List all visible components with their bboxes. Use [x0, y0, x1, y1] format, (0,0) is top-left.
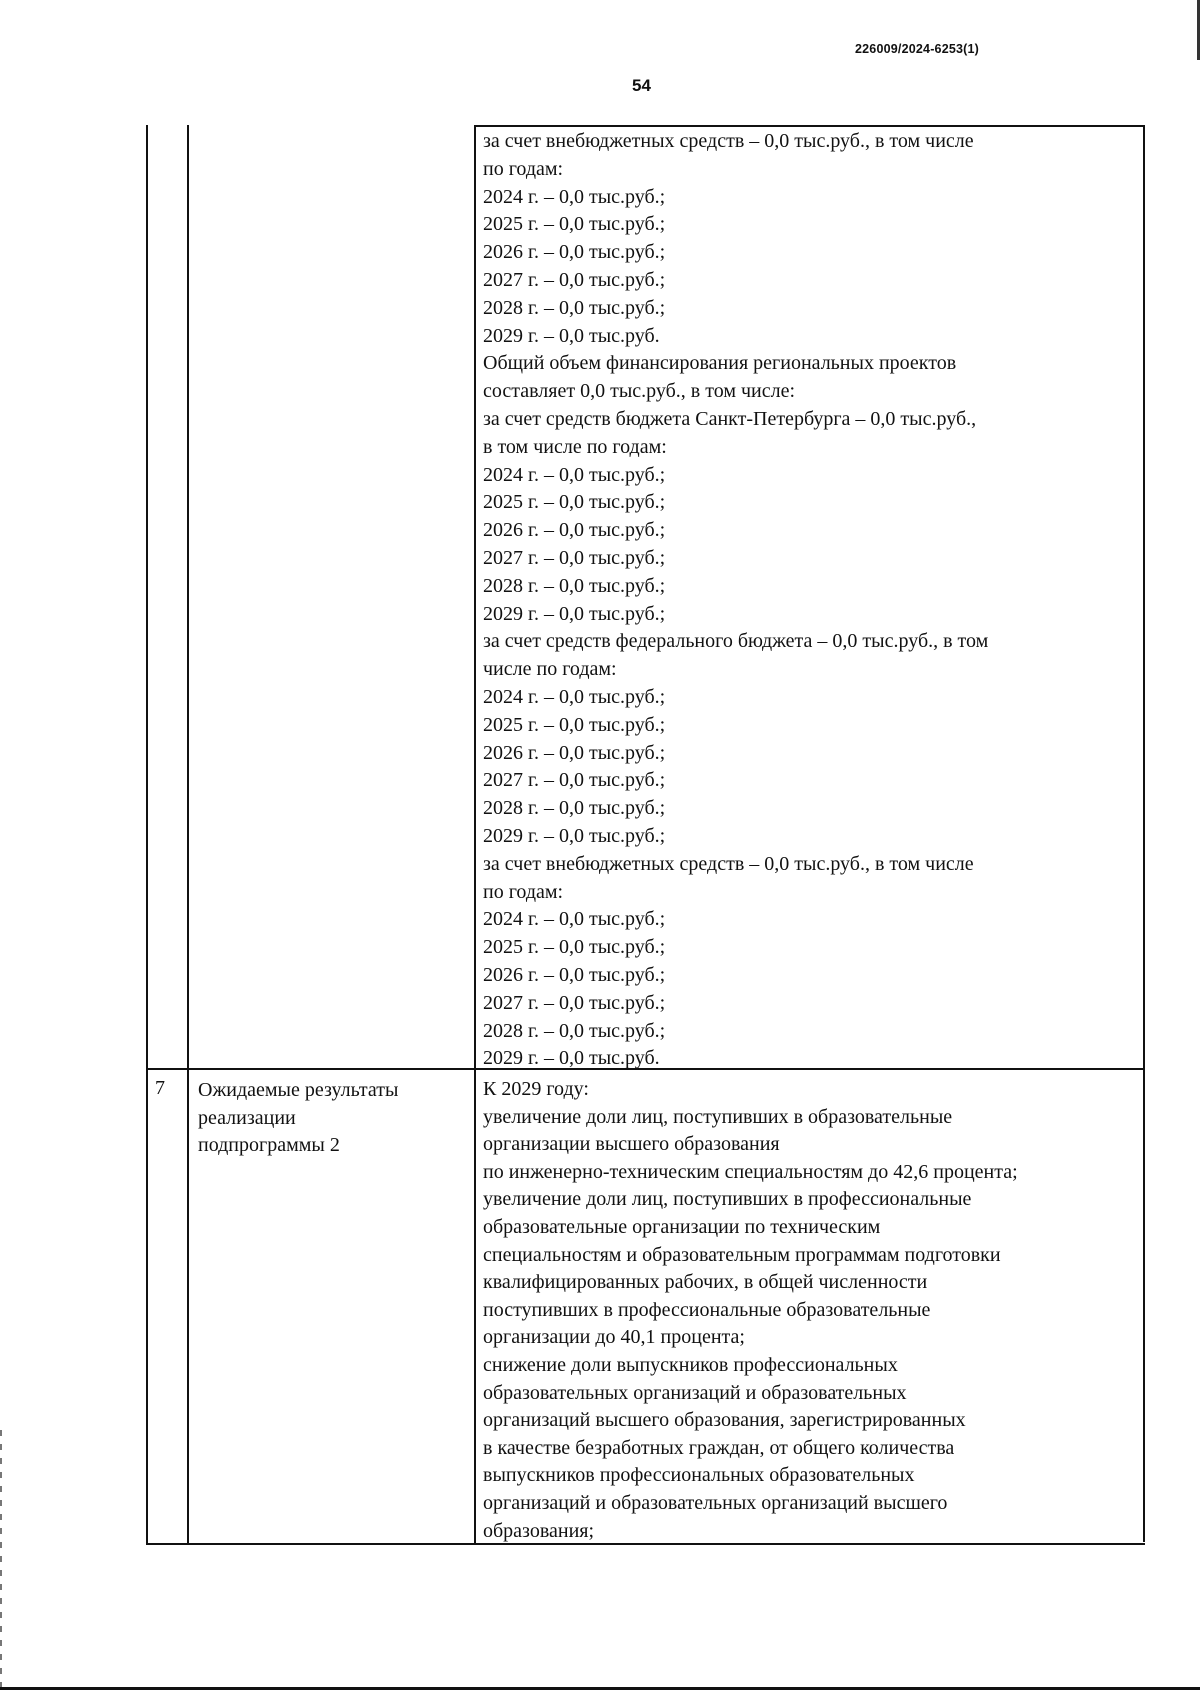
text-line: 2029 г. – 0,0 тыс.руб.: [483, 324, 660, 347]
text-line: по инженерно-техническим специальностям до 42,6 процента;: [483, 1160, 1018, 1183]
text-line: 2029 г. – 0,0 тыс.руб.: [483, 1047, 660, 1070]
text-line: 2028 г. – 0,0 тыс.руб.;: [483, 296, 666, 319]
text-line: организации до 40,1 процента;: [483, 1326, 745, 1349]
text-line: 2027 г. – 0,0 тыс.руб.;: [483, 546, 666, 569]
document-id: 226009/2024-6253(1): [855, 42, 980, 56]
text-line: 2025 г. – 0,0 тыс.руб.;: [483, 491, 666, 514]
text-line: специальностям и образовательным программам подготовки: [483, 1243, 1001, 1266]
table-border-left: [146, 125, 148, 1544]
text-line: Общий объем финансирования региональных проектов: [483, 352, 957, 375]
text-line: в том числе по годам:: [483, 435, 667, 458]
text-line: организаций высшего образования, зарегистрированных: [483, 1409, 966, 1432]
row-name-line: реализации: [198, 1106, 296, 1129]
column-divider-1: [187, 125, 189, 1544]
text-line: 2024 г. – 0,0 тыс.руб.;: [483, 908, 666, 931]
text-line: К 2029 году:: [483, 1078, 589, 1100]
text-line: 2026 г. – 0,0 тыс.руб.;: [483, 963, 666, 986]
text-line: 2028 г. – 0,0 тыс.руб.;: [483, 574, 666, 597]
row-number: 7: [155, 1077, 165, 1099]
text-line: за счет средств бюджета Санкт-Петербурга – 0,0 тыс.руб.,: [483, 407, 977, 430]
row-name: [198, 1077, 468, 1160]
text-line: 2026 г. – 0,0 тыс.руб.;: [483, 741, 666, 764]
column-divider-2: [474, 125, 476, 1544]
text-line: 2028 г. – 0,0 тыс.руб.;: [483, 1019, 666, 1042]
text-line: выпускников профессиональных образовательных: [483, 1464, 915, 1487]
text-line: образования;: [483, 1519, 595, 1542]
text-line: образовательные организации по техническим: [483, 1215, 881, 1238]
text-line: 2027 г. – 0,0 тыс.руб.;: [483, 769, 666, 792]
text-line: 2027 г. – 0,0 тыс.руб.;: [483, 268, 666, 291]
text-line: 2025 г. – 0,0 тыс.руб.;: [483, 936, 666, 959]
text-line: образовательных организаций и образовательных: [483, 1381, 907, 1404]
text-line: по годам:: [483, 880, 564, 903]
text-line: по годам:: [483, 157, 564, 180]
scan-edge-left: [0, 1430, 2, 1690]
text-line: увеличение доли лиц, поступивших в образовательные: [483, 1105, 953, 1128]
text-line: за счет внебюджетных средств – 0,0 тыс.руб., в том числе: [483, 852, 974, 875]
text-line: организаций и образовательных организаций высшего: [483, 1491, 948, 1514]
text-line: 2025 г. – 0,0 тыс.руб.;: [483, 213, 666, 236]
results-cell: [483, 1076, 1143, 1545]
text-line: 2024 г. – 0,0 тыс.руб.;: [483, 685, 666, 708]
funding-cell: [483, 128, 1143, 1073]
text-line: в качестве безработных граждан, от общего количества: [483, 1436, 955, 1459]
text-line: 2026 г. – 0,0 тыс.руб.;: [483, 519, 666, 542]
text-line: за счет внебюджетных средств – 0,0 тыс.руб., в том числе: [483, 130, 974, 152]
text-line: снижение доли выпускников профессиональных: [483, 1353, 898, 1376]
table-border-top: [474, 125, 1145, 127]
text-line: составляет 0,0 тыс.руб., в том числе:: [483, 380, 796, 403]
row-name-line: подпрограммы 2: [198, 1134, 340, 1156]
text-line: за счет средств федерального бюджета – 0,0 тыс.руб., в том: [483, 630, 989, 653]
text-line: поступивших в профессиональные образовательные: [483, 1298, 931, 1321]
table-border-right: [1143, 125, 1145, 1542]
text-line: увеличение доли лиц, поступивших в профессиональные: [483, 1188, 972, 1211]
text-line: 2029 г. – 0,0 тыс.руб.;: [483, 602, 666, 625]
text-line: 2024 г. – 0,0 тыс.руб.;: [483, 463, 666, 486]
text-line: 2027 г. – 0,0 тыс.руб.;: [483, 991, 666, 1014]
text-line: 2025 г. – 0,0 тыс.руб.;: [483, 713, 666, 736]
text-line: 2028 г. – 0,0 тыс.руб.;: [483, 797, 666, 820]
text-line: 2029 г. – 0,0 тыс.руб.;: [483, 824, 666, 847]
text-line: 2024 г. – 0,0 тыс.руб.;: [483, 185, 666, 208]
text-line: организации высшего образования: [483, 1133, 780, 1156]
text-line: 2026 г. – 0,0 тыс.руб.;: [483, 241, 666, 264]
row-name-line: Ожидаемые результаты: [198, 1079, 399, 1101]
text-line: квалифицированных рабочих, в общей численности: [483, 1271, 928, 1294]
page-number: 54: [632, 76, 651, 95]
text-line: числе по годам:: [483, 658, 617, 681]
